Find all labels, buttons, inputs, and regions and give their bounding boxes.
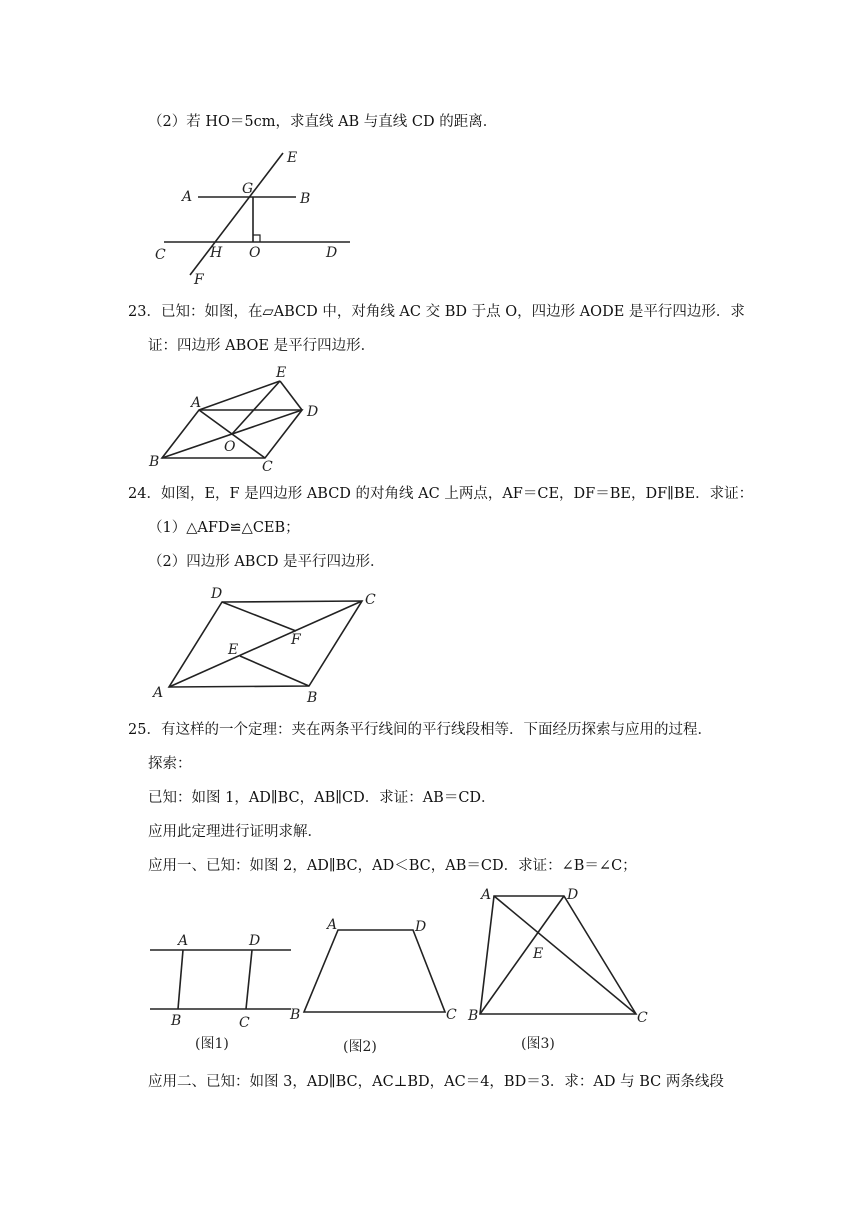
figure-23	[145, 365, 325, 473]
label-B: B	[290, 1007, 301, 1023]
q22-part2: （2）若 HO＝5cm，求直线 AB 与直线 CD 的距离．	[148, 114, 498, 130]
q25-given1: 已知：如图 1，AD∥BC，AB∥CD．求证：AB＝CD．	[148, 790, 496, 806]
label-D: D	[307, 404, 319, 420]
figure-25	[145, 885, 655, 1060]
label-D: D	[326, 245, 338, 261]
label-E: E	[276, 365, 287, 381]
label-G: G	[242, 181, 254, 197]
caption-fig3: (图3)	[521, 1036, 555, 1052]
label-D: D	[249, 933, 261, 949]
label-C: C	[155, 247, 166, 263]
figure-25-2	[289, 917, 457, 1055]
caption-fig1: (图1)	[195, 1036, 229, 1052]
figure-25-3	[467, 887, 648, 1052]
label-A: A	[327, 917, 338, 933]
label-C: C	[446, 1007, 457, 1023]
label-O: O	[249, 245, 261, 261]
q24-part1: （1）△AFD≌△CEB；	[148, 520, 300, 536]
label-A: A	[182, 189, 193, 205]
q23-line1: 23．已知：如图，在▱ABCD 中，对角线 AC 交 BD 于点 O，四边形 AODE 是平行四边形．求	[128, 304, 745, 320]
label-D: D	[415, 919, 427, 935]
q25-apply2: 应用二、已知：如图 3，AD∥BC，AC⊥BD，AC＝4，BD＝3．求：AD 与 BC 两条线段	[148, 1074, 724, 1090]
label-C: C	[239, 1015, 250, 1031]
q23-line2: 证：四边形 ABOE 是平行四边形．	[148, 338, 376, 354]
label-B: B	[171, 1013, 182, 1029]
q25-apply-intro: 应用此定理进行证明求解．	[148, 824, 322, 840]
label-E: E	[287, 150, 298, 166]
label-E: E	[533, 946, 544, 962]
label-C: C	[262, 459, 273, 473]
label-B: B	[468, 1008, 479, 1024]
label-F: F	[194, 272, 204, 288]
label-A: A	[481, 887, 492, 903]
q24-part2: （2）四边形 ABCD 是平行四边形．	[148, 554, 385, 570]
q25-explore: 探索：	[148, 756, 192, 772]
label-E: E	[228, 642, 239, 658]
label-H: H	[210, 245, 223, 261]
label-A: A	[191, 395, 202, 411]
figure-24	[145, 585, 385, 707]
label-D: D	[211, 586, 223, 602]
label-F: F	[291, 632, 301, 648]
q25-apply1: 应用一、已知：如图 2，AD∥BC，AD＜BC，AB＝CD．求证：∠B＝∠C；	[148, 858, 637, 874]
label-C: C	[637, 1010, 648, 1026]
label-A: A	[153, 685, 164, 701]
label-B: B	[149, 454, 160, 470]
label-A: A	[178, 933, 189, 949]
label-C: C	[365, 592, 376, 608]
q24-line1: 24．如图，E，F 是四边形 ABCD 的对角线 AC 上两点，AF＝CE，DF＝BE，DF∥BE．求证：	[128, 486, 754, 502]
q25-line1: 25．有这样的一个定理：夹在两条平行线间的平行线段相等．下面经历探索与应用的过程．	[128, 722, 712, 738]
figure-22	[150, 145, 350, 290]
figure-25-1	[150, 933, 291, 1052]
label-O: O	[224, 439, 236, 455]
label-B: B	[307, 690, 318, 706]
label-B: B	[300, 191, 311, 207]
label-D: D	[567, 887, 579, 903]
caption-fig2: (图2)	[343, 1039, 377, 1055]
